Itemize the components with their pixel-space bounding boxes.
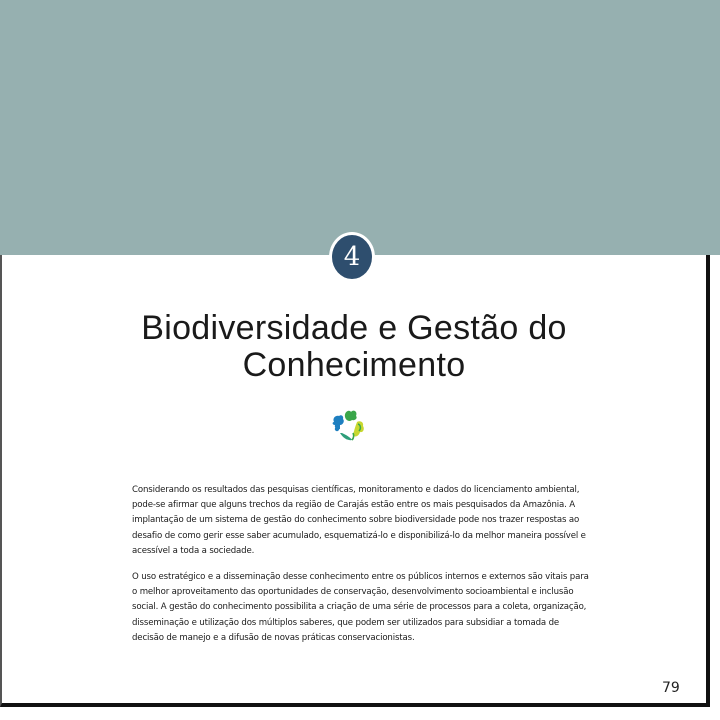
biodiversity-logo-icon <box>330 408 368 444</box>
header-band <box>0 0 720 255</box>
chapter-title-line-2: Conhecimento <box>242 346 466 384</box>
chapter-number-badge <box>329 232 375 282</box>
body-paragraph-1: Considerando os resultados das pesquisas científicas, monitoramento e dados do licenciamento ambiental, pode-se afirmar que alguns trechos da região de Carajás estão entre os mais pesquisados da Amazônia. A implantação de um sistema de gestão do conhecimento sobre biodiversidade pode nos trazer respostas ao desafio de como gerir esse saber acumulado, esquematizá-lo e disponibilizá-lo da melhor maneira possível e acessível a toda a sociedade. <box>132 485 586 556</box>
chapter-title <box>100 310 608 384</box>
chapter-title-line-1: Biodiversidade e Gestão do <box>141 309 567 347</box>
chapter-number: 4 <box>343 242 361 272</box>
page-number: 79 <box>662 680 680 696</box>
body-paragraph-2: O uso estratégico e a disseminação desse conhecimento entre os públicos internos e externos são vitais para o melhor aproveitamento das oportunidades de conservação, desenvolvimento socioambiental e inclusão social. A gestão do conhecimento possibilita a criação de uma série de processos para a coleta, organização, disseminação e utilização dos múltiplos saberes, que podem ser utilizados para subsidiar a tomada de decisão de manejo e a difusão de novas práticas conservacionistas. <box>132 572 589 643</box>
